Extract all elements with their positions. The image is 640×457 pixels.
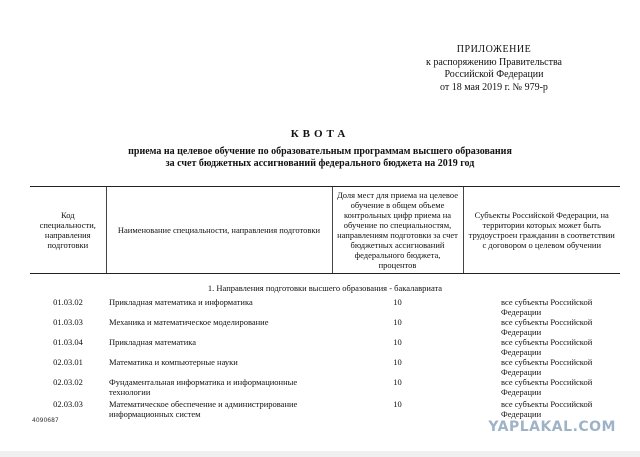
annex-line-1: к распоряжению Правительства <box>425 56 562 68</box>
document-subtitle <box>0 146 640 170</box>
section-row <box>30 274 620 298</box>
table-row <box>30 357 620 377</box>
row-share: 10 <box>393 399 402 409</box>
row-share: 10 <box>393 337 402 347</box>
row-subjects: все субъекты Российской Федерации <box>501 357 593 377</box>
row-subjects: все субъекты Российской Федерации <box>501 337 593 357</box>
header-name: Наименование специальности, направления подготовки <box>106 187 332 274</box>
row-subjects: все субъекты Российской Федерации <box>501 377 593 397</box>
row-code: 01.03.02 <box>53 297 83 307</box>
header-share: Доля мест для приема на целевое обучение в общем объеме контрольных цифр приема на обучение по специальностям, направлениям подготовки за счет бюджетных ассигнований федерального бюджета, процентов <box>332 187 463 274</box>
table-row <box>30 297 620 317</box>
row-code: 02.03.02 <box>53 377 83 387</box>
row-code: 02.03.03 <box>53 399 83 409</box>
row-name: Фундаментальная информатика и информационные технологии <box>109 377 298 397</box>
annex-line-2: Российской Федерации <box>444 69 544 80</box>
table-row <box>30 337 620 357</box>
row-share: 10 <box>393 317 402 327</box>
row-code: 02.03.01 <box>53 357 83 367</box>
table-row <box>30 317 620 337</box>
header-code: Код специальности, направления подготовки <box>30 187 106 274</box>
document-number: 4090687 <box>32 417 59 424</box>
annex-line-3: от 18 мая 2019 г. № 979-р <box>440 81 548 93</box>
row-subjects: все субъекты Российской Федерации <box>501 317 593 337</box>
row-subjects: все субъекты Российской Федерации <box>501 399 593 419</box>
table-row <box>30 377 620 399</box>
row-name: Механика и математическое моделирование <box>109 317 269 327</box>
row-name: Математическое обеспечение и администрирование информационных систем <box>109 399 298 419</box>
header-subjects: Субъекты Российской Федерации, на территории которых может быть трудоустроен гражданин в соответствии с договором о целевом обучении <box>463 187 620 274</box>
subtitle-line-2: за счет бюджетных ассигнований федерального бюджета на 2019 год <box>165 158 475 169</box>
row-name: Математика и компьютерные науки <box>109 357 238 367</box>
bottom-strip <box>0 451 640 457</box>
subtitle-line-1: приема на целевое обучение по образовательным программам высшего образования <box>128 146 512 157</box>
row-name: Прикладная математика и информатика <box>109 297 253 307</box>
section-label: 1. Направления подготовки высшего образования - бакалавриата <box>207 283 443 293</box>
row-share: 10 <box>393 377 402 387</box>
row-share: 10 <box>393 297 402 307</box>
annex-block <box>384 44 604 94</box>
row-share: 10 <box>393 357 402 367</box>
quota-table <box>30 186 620 421</box>
row-name: Прикладная математика <box>109 337 197 347</box>
row-subjects: все субъекты Российской Федерации <box>501 297 593 317</box>
table-row <box>30 399 620 421</box>
row-code: 01.03.03 <box>53 317 83 327</box>
document-title: КВОТА <box>290 128 350 140</box>
watermark-logo: YAPLAKAL.COM <box>488 419 616 435</box>
table-header-row <box>30 187 620 274</box>
annex-title: ПРИЛОЖЕНИЕ <box>456 44 532 55</box>
row-code: 01.03.04 <box>53 337 83 347</box>
